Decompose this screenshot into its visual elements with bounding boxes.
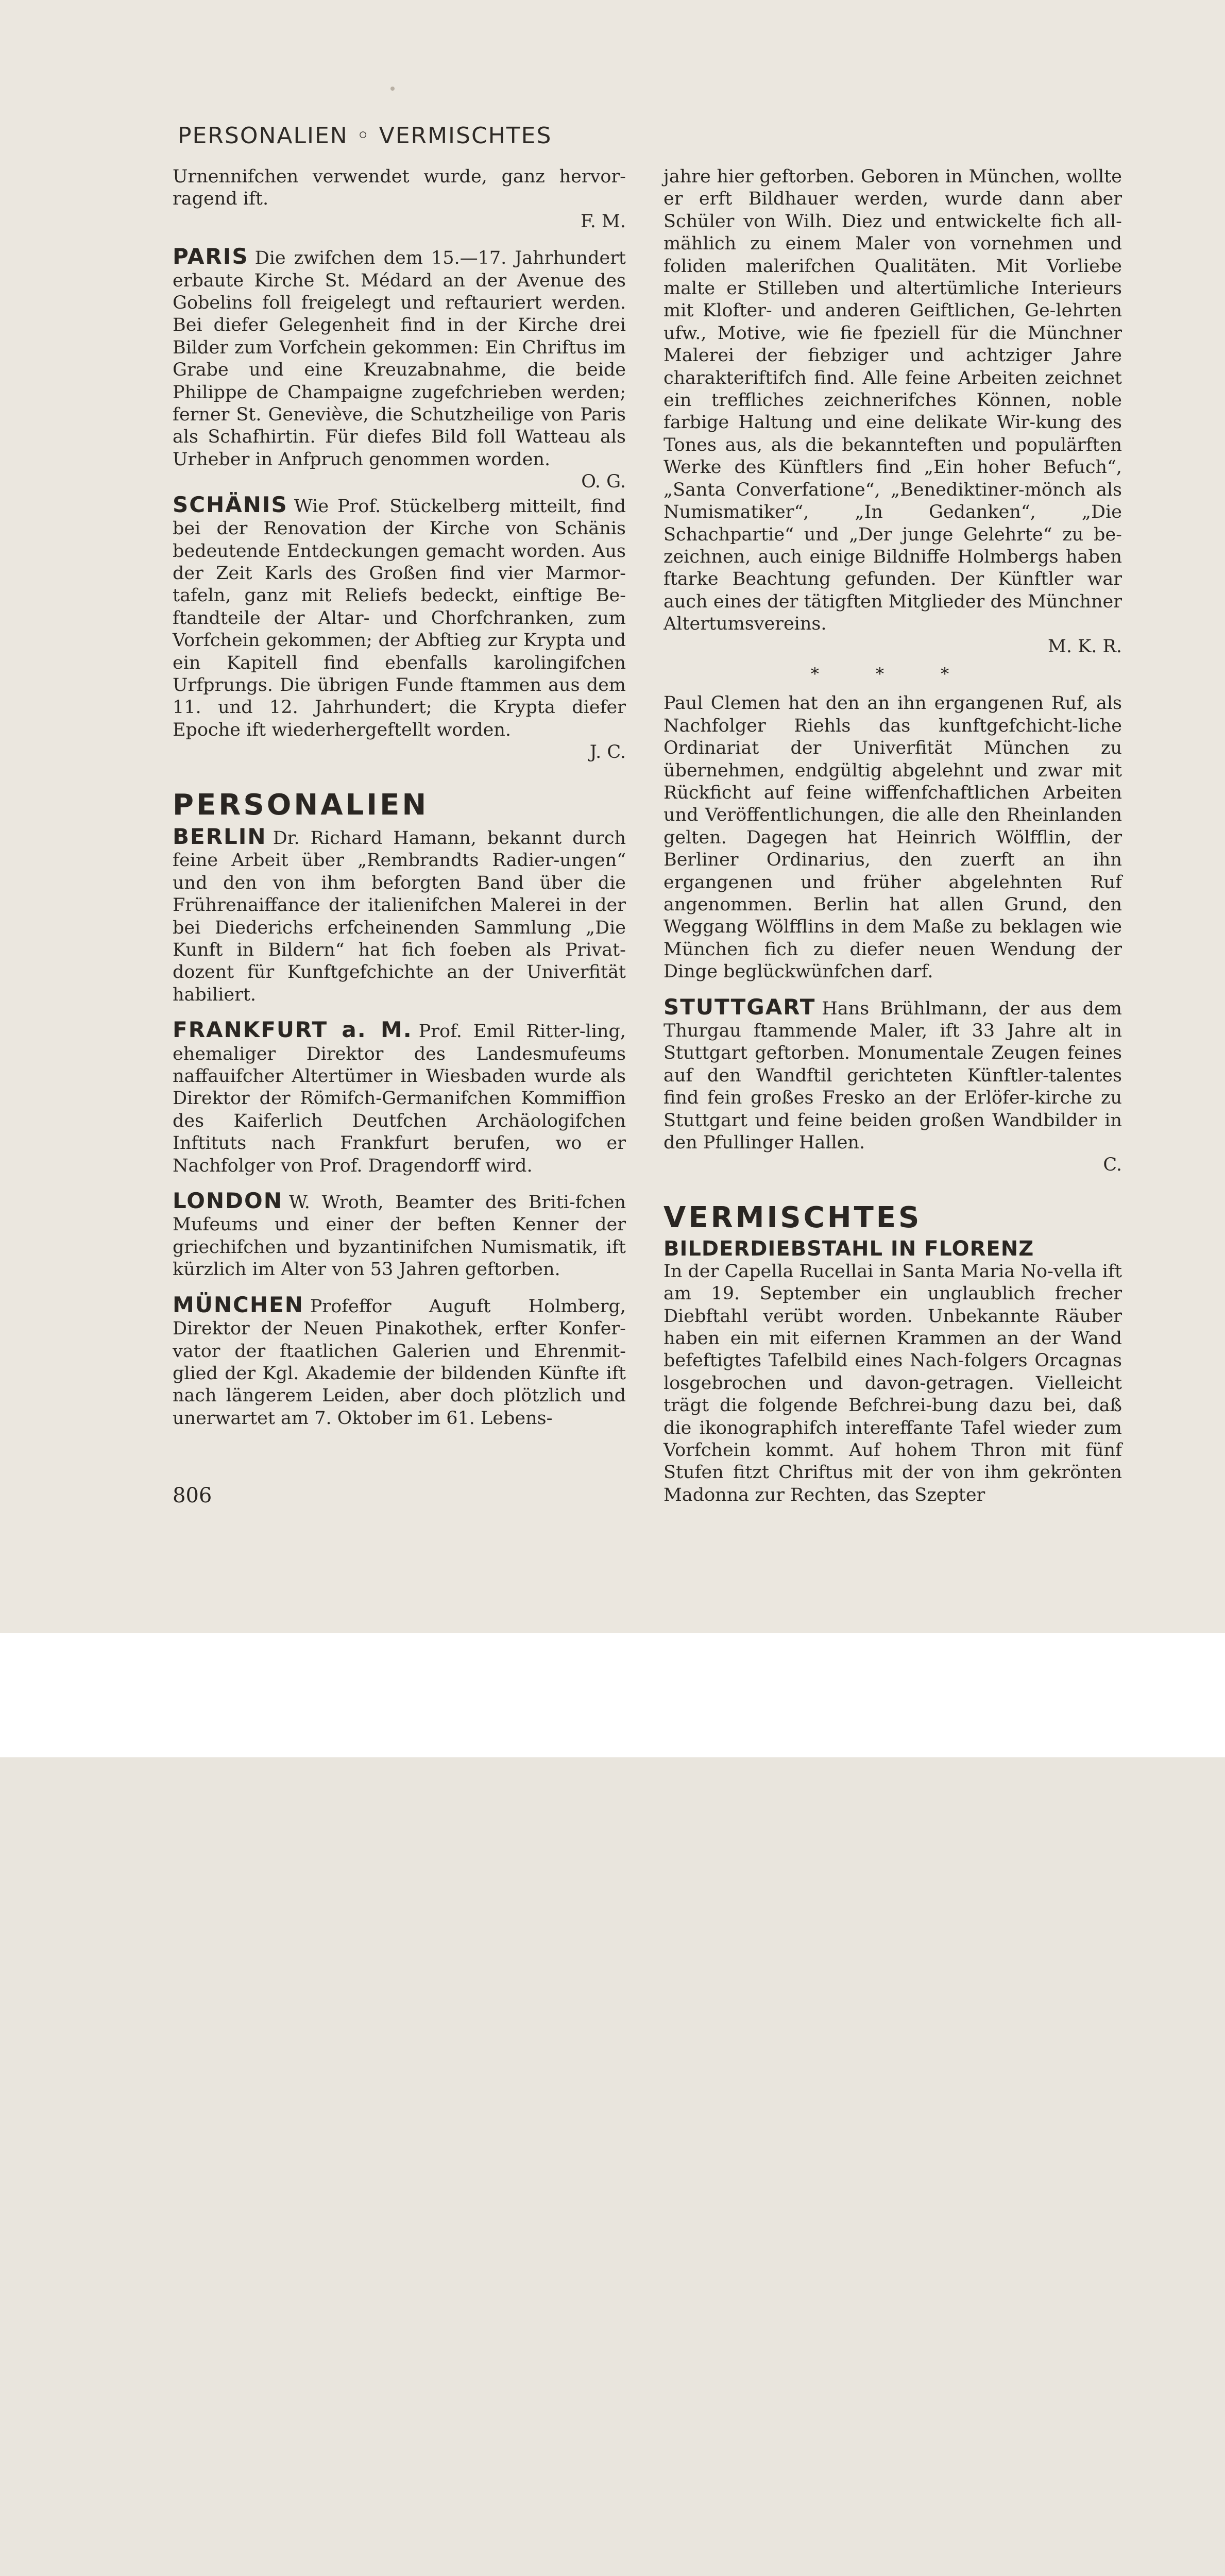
section-title-vermischtes: VERMISCHTES [663,1200,922,1234]
running-head: PERSONALIEN ◦ VERMISCHTES [178,123,552,149]
left-column [173,166,626,1430]
city-heading-stuttgart: STUTTGART [663,994,816,1020]
signature: J. C. [589,742,626,763]
city-heading-schaenis: SCHÄNIS [173,492,288,517]
signature: M. K. R. [1048,636,1122,657]
city-heading-london: LONDON [173,1188,283,1214]
city-heading-frankfurt: FRANKFURT a. M. [173,1017,413,1043]
city-heading-berlin: BERLIN [173,823,267,849]
stuttgart-entry: STUTTGART Hans Brühlmann, der aus dem Thurgau ftammende Maler, ift 33 Jahre alt in Stuttgart geftorben. Monumentale Zeugen feines auf den Wandftil gerichteten Künftler-talentes find fein großes Fresko an der Erlöfer-kirche zu Stuttgart und feine beiden großen Wandbilder in den Pfullinger Hallen. C. [663,996,1122,1177]
london-entry: LONDON W. Wroth, Beamter des Briti-fchen Mufeums und einer der beften Kenner der griechifchen und byzantinifchen Numismatik, ift kürzlich im Alter von 53 Jahren geftorben. [173,1188,626,1280]
schaenis-entry: SCHÄNIS Wie Prof. Stückelberg mitteilt, find bei der Renovation der Kirche von Schänis bedeutende Entdeckungen gemacht worden. Aus der Zeit Karls des Großen find vier Marmor-tafeln, ganz mit Reliefs bedeckt, einftige Be-ftandteile der Altar- und Chorfchranken, zum Vorfchein gekommen; der Abftieg zur Krypta und ein Kapitell find ebenfalls karolingifchen Urfprungs. Die übrigen Funde ftammen aus dem 11. und 12. Jahrhundert; die Krypta diefer Epoche ift wiederhergeftellt worden. J. C. [173,494,626,764]
florenz-entry: In der Capella Rucellai in Santa Maria No-vella ift am 19. September ein unglaublich frecher Diebftahl verübt worden. Unbekannte Räuber haben ein mit eifernen Krammen an der Wand befeftigtes Tafelbild eines Nach-folgers Orcagnas losgebrochen und davon-getragen. Vielleicht trägt die folgende Befchrei-bung dazu bei, daß die ikonographifch intereffante Tafel wieder zum Vorfchein kommt. Auf hohem Thron mit fünf Stufen fitzt Chriftus mit der von ihm gekrönten Madonna zur Rechten, das Szepter [663,1261,1122,1505]
signature: O. G. [581,471,626,493]
subheading-bilderdiebstahl: BILDERDIEBSTAHL IN FLORENZ [663,1237,1034,1261]
frankfurt-entry: FRANKFURT a. M. Prof. Emil Ritter-ling, ehemaliger Direktor des Landesmufeums naffauifcher Altertümer in Wiesbaden wurde als Direktor der Römifch-Germanifchen Kommiffion des Kaiferlich Deutfchen Archäologifchen Inftituts nach Frankfurt berufen, wo er Nachfolger von Prof. Dragendorff wird. [173,1017,626,1176]
paris-entry: PARIS Die zwifchen dem 15.—17. Jahrhundert erbaute Kirche St. Médard an der Avenue des Gobelins foll freigelegt und reftauriert werden. Bei diefer Gelegenheit find in der Kirche drei Bilder zum Vorfchein gekommen: Ein Chriftus im Grabe und eine Kreuzabnahme, die beide Philippe de Champaigne zugefchrieben werden; ferner St. Geneviève, die Schutzheilige von Paris als Schafhirtin. Für diefes Bild foll Watteau als Urheber in Anfpruch genommen worden. O. G. [173,245,626,493]
page-number: 806 [173,1484,212,1507]
muenchen-entry: MÜNCHEN Profeffor Auguft Holmberg, Direktor der Neuen Pinakothek, erfter Konfer-vator der ftaatlichen Galerien und Ehrenmit-glied der Kgl. Akademie der bildenden Künfte ift nach längerem Leiden, aber doch plötzlich und unerwartet am 7. Oktober im 61. Lebens- [173,1292,626,1429]
paper-speck [390,87,395,91]
clemen-entry: Paul Clemen hat den an ihn ergangenen Ruf, als Nachfolger Riehls das kunftgefchicht-liche Ordinariat der Univerfität München zu übernehmen, endgültig abgelehnt und zwar mit Rückficht auf feine wiffenfchaftlichen Arbeiten und Veröffentlichungen, die alle den Rheinlanden gelten. Dagegen hat Heinrich Wölfflin, der Berliner Ordinarius, den zuerft an ihn ergangenen und früher abgelehnten Ruf angenommen. Berlin hat allen Grund, den Weggang Wölfflins in dem Maße zu beklagen wie München fich zu diefer neuen Wendung der Dinge beglückwünfchen darf. [663,693,1122,982]
berlin-entry: BERLIN Dr. Richard Hamann, bekannt durch feine Arbeit über „Rembrandts Radier-ungen“ und den von ihm beforgten Band über die Frührenaiffance der italienifchen Malerei in der bei Diederichs erfcheinenden Sammlung „Die Kunft in Bildern“ hat fich foeben als Privat-dozent für Kunftgefchichte an der Univerfität habiliert. [173,823,626,1005]
city-heading-paris: PARIS [173,244,249,269]
footer-bar [0,1633,1225,1757]
section-title-personalien: PERSONALIEN [173,788,429,822]
city-heading-muenchen: MÜNCHEN [173,1292,304,1317]
right-column [663,166,1122,1506]
signature: C. [1103,1155,1122,1176]
asterism: * * * [810,664,975,684]
signature: F. M. [580,211,626,232]
holmberg-continuation: jahre hier geftorben. Geboren in München, wollte er erft Bildhauer werden, wurde dann aber Schüler von Wilh. Diez und entwickelte fich all-mählich zu einem Maler von vornehmen und foliden malerifchen Qualitäten. Mit Vorliebe malte er Stilleben und altertümliche Interieurs mit Klofter- und anderen Geiftlichen, Ge-lehrten ufw., Motive, wie fie fpeziell für die Münchner Malerei der fiebziger und achtziger Jahre charakteriftifch find. Alle feine Arbeiten zeichnet ein treffliches zeichnerifches Können, noble farbige Haltung und eine delikate Wir-kung des Tones aus, als die bekannteften und populärften Werke des Künftlers find „Ein hoher Befuch“, „Santa Converfatione“, „Benediktiner-mönch als Numismatiker“, „In Gedanken“, „Die Schachpartie“ und „Der junge Gelehrte“ zu be-zeichnen, auch einige Bildniffe Holmbergs haben ftarke Beachtung gefunden. Der Künftler war auch eines der tätigften Mitglieder des Münchner Altertumsvereins. M. K. R. [663,166,1122,658]
intro-paragraph: Urnennifchen verwendet wurde, ganz hervor-ragend ift. F. M. [173,166,626,233]
